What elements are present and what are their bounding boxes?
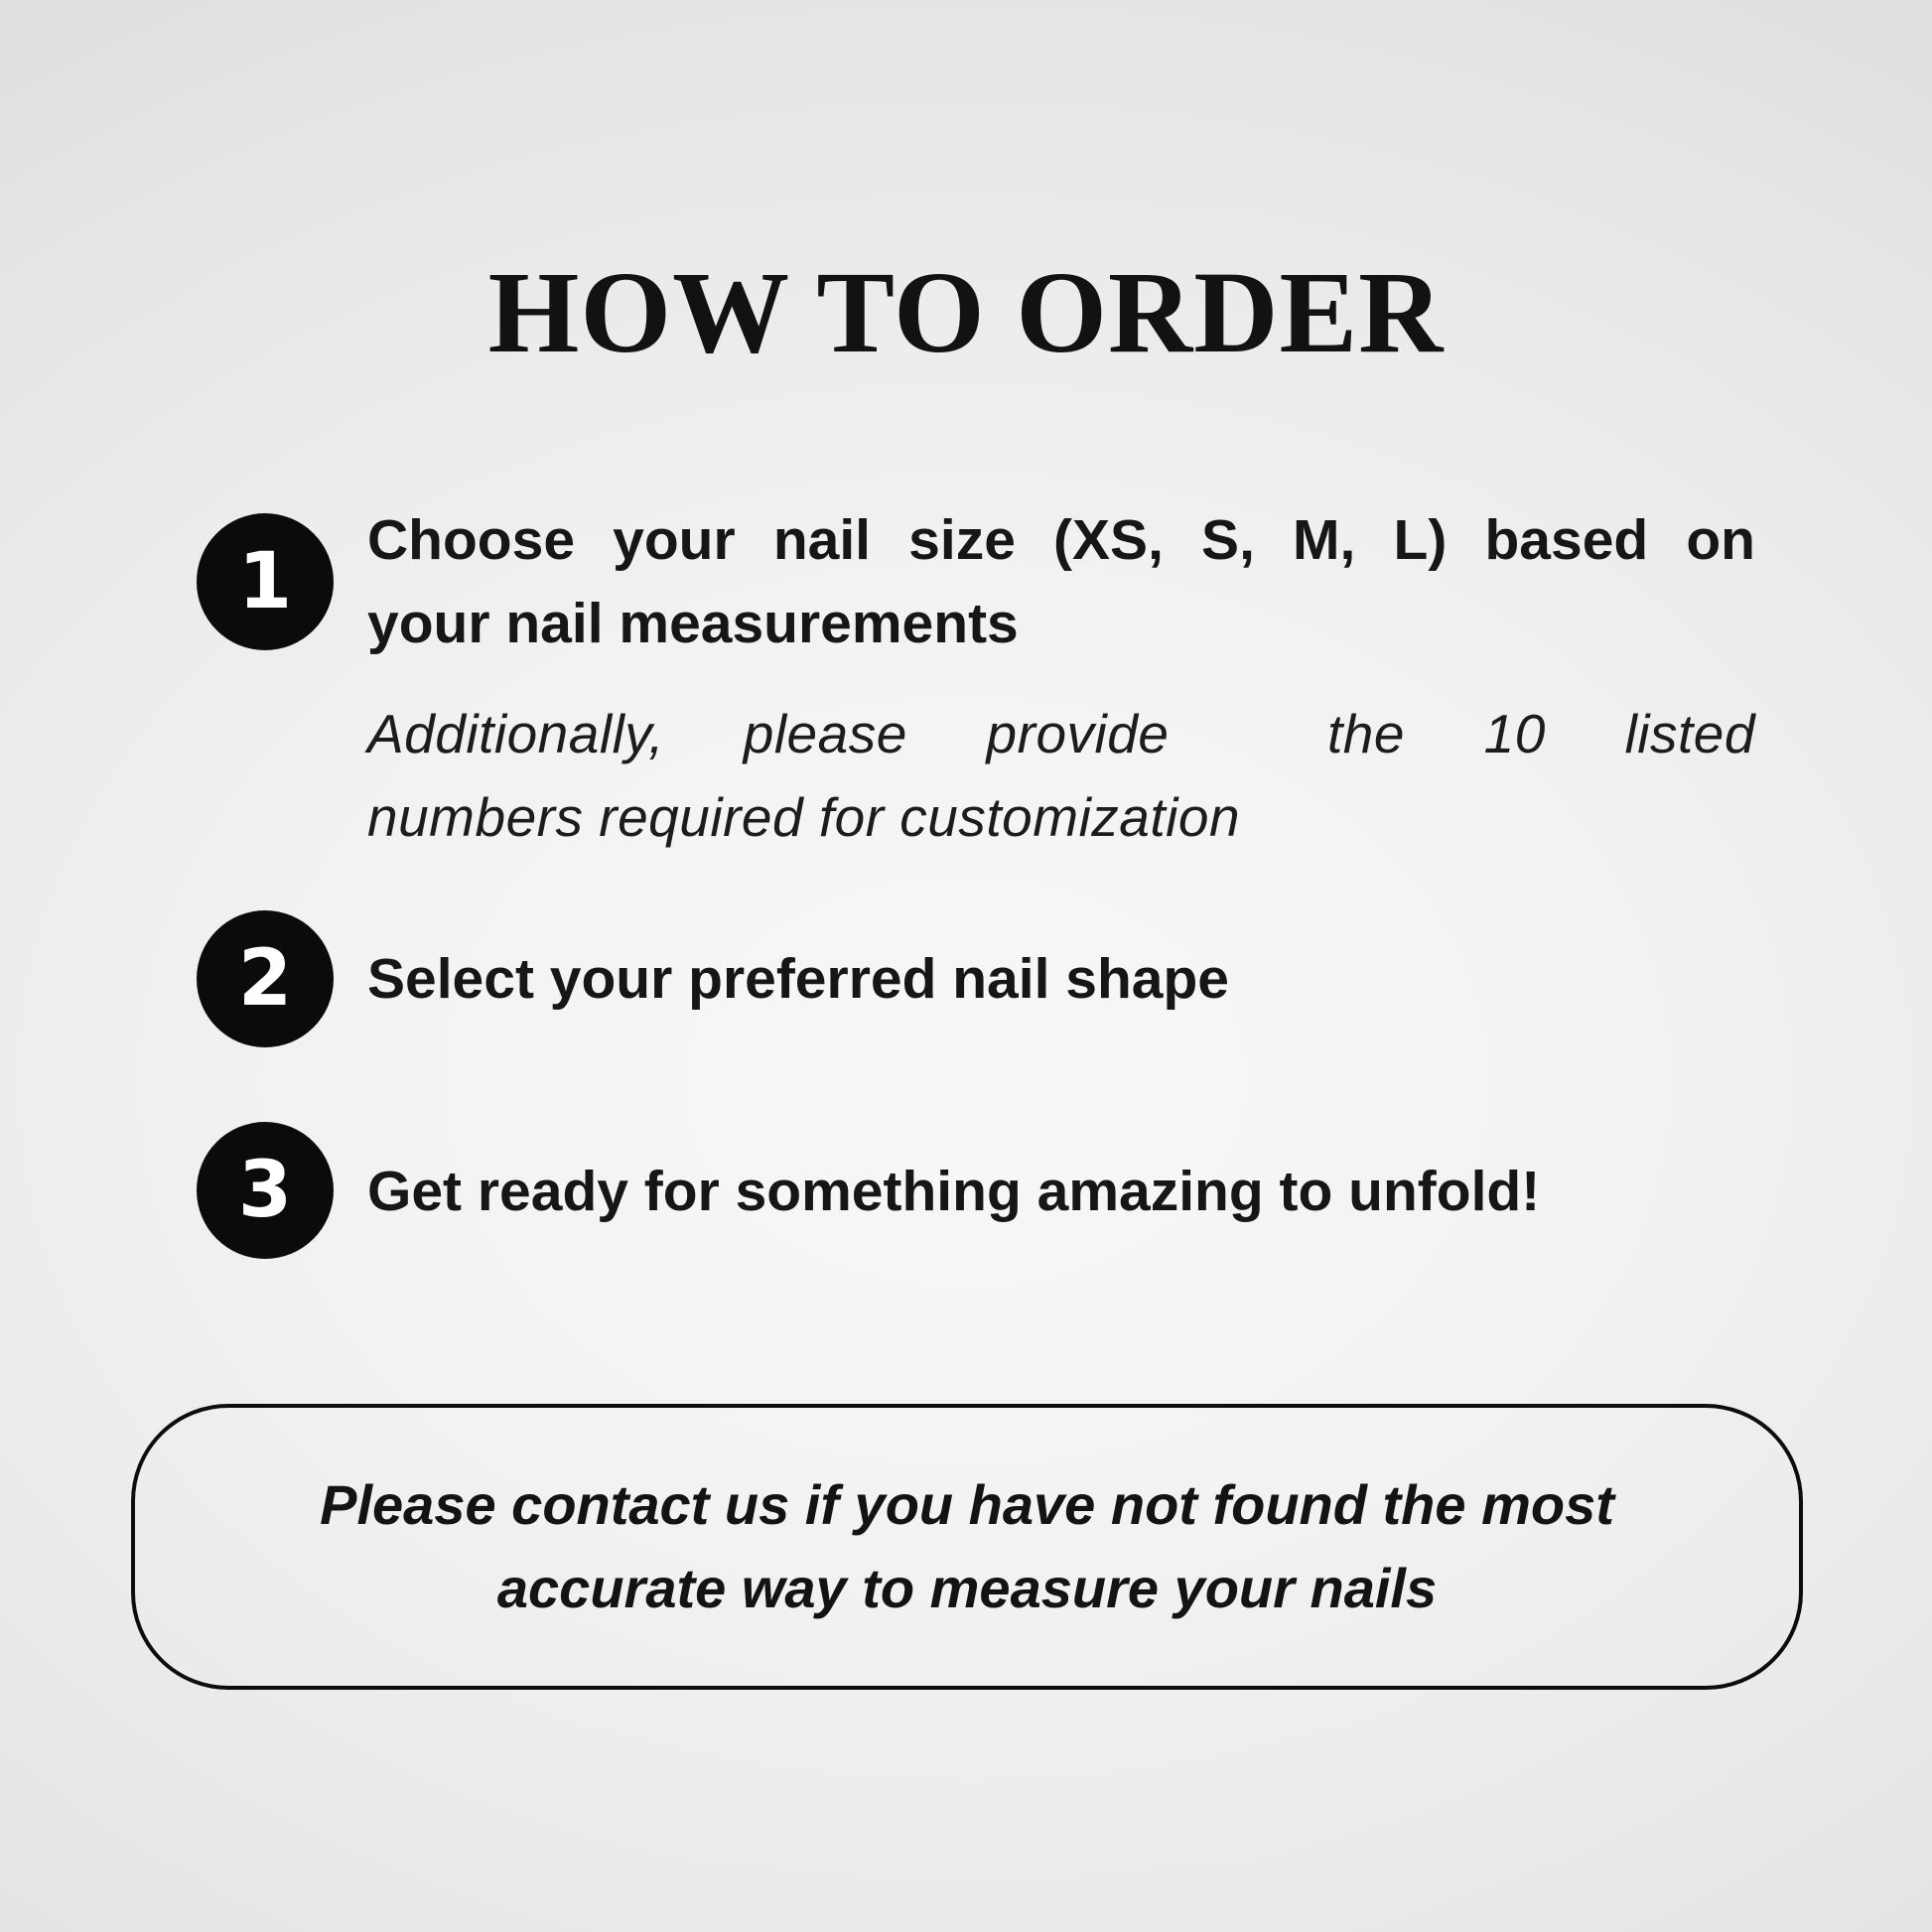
- contact-notice-text: [135, 1463, 1799, 1630]
- contact-notice-line-2: accurate way to measure your nails: [496, 1557, 1438, 1619]
- step-1-number: 1: [237, 537, 293, 626]
- step-3-label: [367, 1150, 1755, 1233]
- contact-notice-box: [131, 1404, 1803, 1690]
- step-1-note-line-2: numbers required for customization: [367, 786, 1241, 848]
- step-1-note-line-1: Additionally, please provide the 10 listed: [367, 703, 1755, 764]
- step-2-label-line-1: Select your preferred nail shape: [367, 947, 1229, 1011]
- step-3-number: 3: [237, 1146, 293, 1235]
- step-1-label-line-1: Choose your nail size (XS, S, M, L) based on: [367, 508, 1755, 572]
- step-1-number-badge: [197, 513, 334, 650]
- page-title: HOW TO ORDER: [487, 247, 1445, 377]
- step-1-note: [367, 692, 1755, 859]
- step-2-label: [367, 937, 1755, 1021]
- step-3-number-badge: [197, 1122, 334, 1259]
- step-1-label-line-2: your nail measurements: [367, 592, 1019, 655]
- contact-notice-line-1: Please contact us if you have not found the most: [320, 1473, 1614, 1536]
- step-2-number: 2: [237, 934, 293, 1024]
- step-2-number-badge: [197, 910, 334, 1047]
- step-3-label-line-1: Get ready for something amazing to unfold!: [367, 1160, 1541, 1223]
- step-1-label: [367, 498, 1755, 665]
